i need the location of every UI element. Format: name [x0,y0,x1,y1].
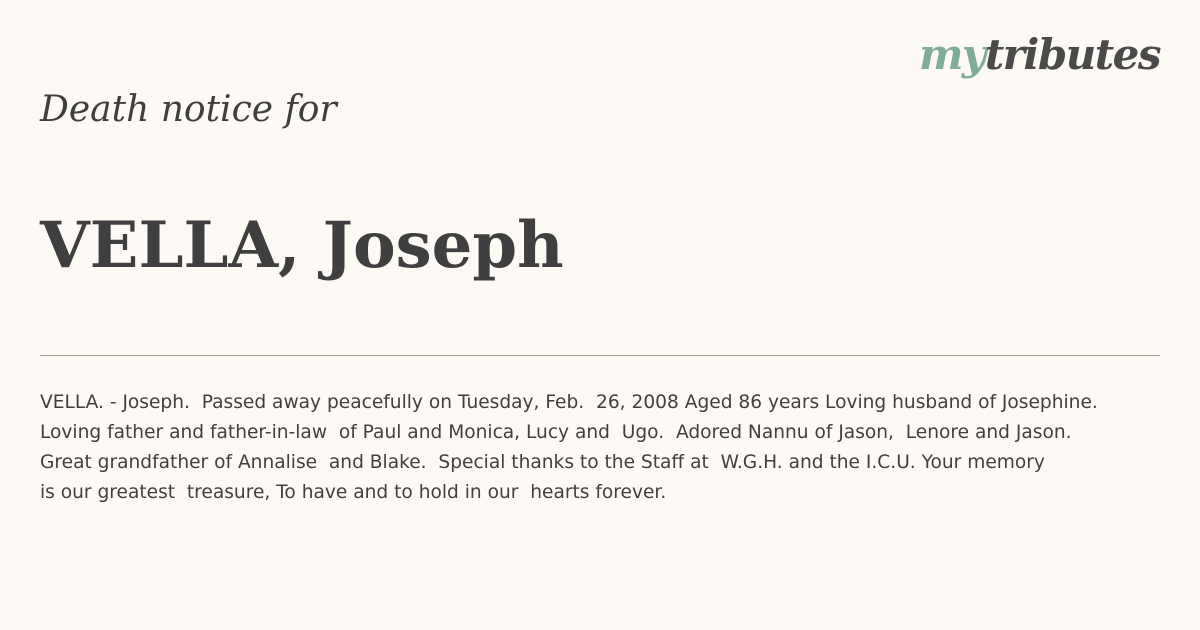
notice-line-2: Loving father and father-in-law of Paul and Monica, Lucy and Ugo. Adored Nannu of Jason, Lenore and Jason. [40,422,1072,443]
mytributes-logo[interactable] [918,30,1160,79]
notice-line-3: Great grandfather of Annalise and Blake. Special thanks to the Staff at W.G.H. and the I.C.U. Your memory [40,452,1045,473]
deceased-name: VELLA, Joseph [40,208,564,283]
logo-tributes-text: tributes [984,30,1160,79]
divider [40,355,1160,356]
logo-my-text: my [918,30,985,79]
notice-text [40,388,1175,508]
death-notice-label: Death notice for [40,89,337,130]
notice-line-4: is our greatest treasure, To have and to hold in our hearts forever. [40,482,667,503]
notice-line-1: VELLA. - Joseph. Passed away peacefully on Tuesday, Feb. 26, 2008 Aged 86 years Loving husband of Josephine. [40,392,1098,413]
